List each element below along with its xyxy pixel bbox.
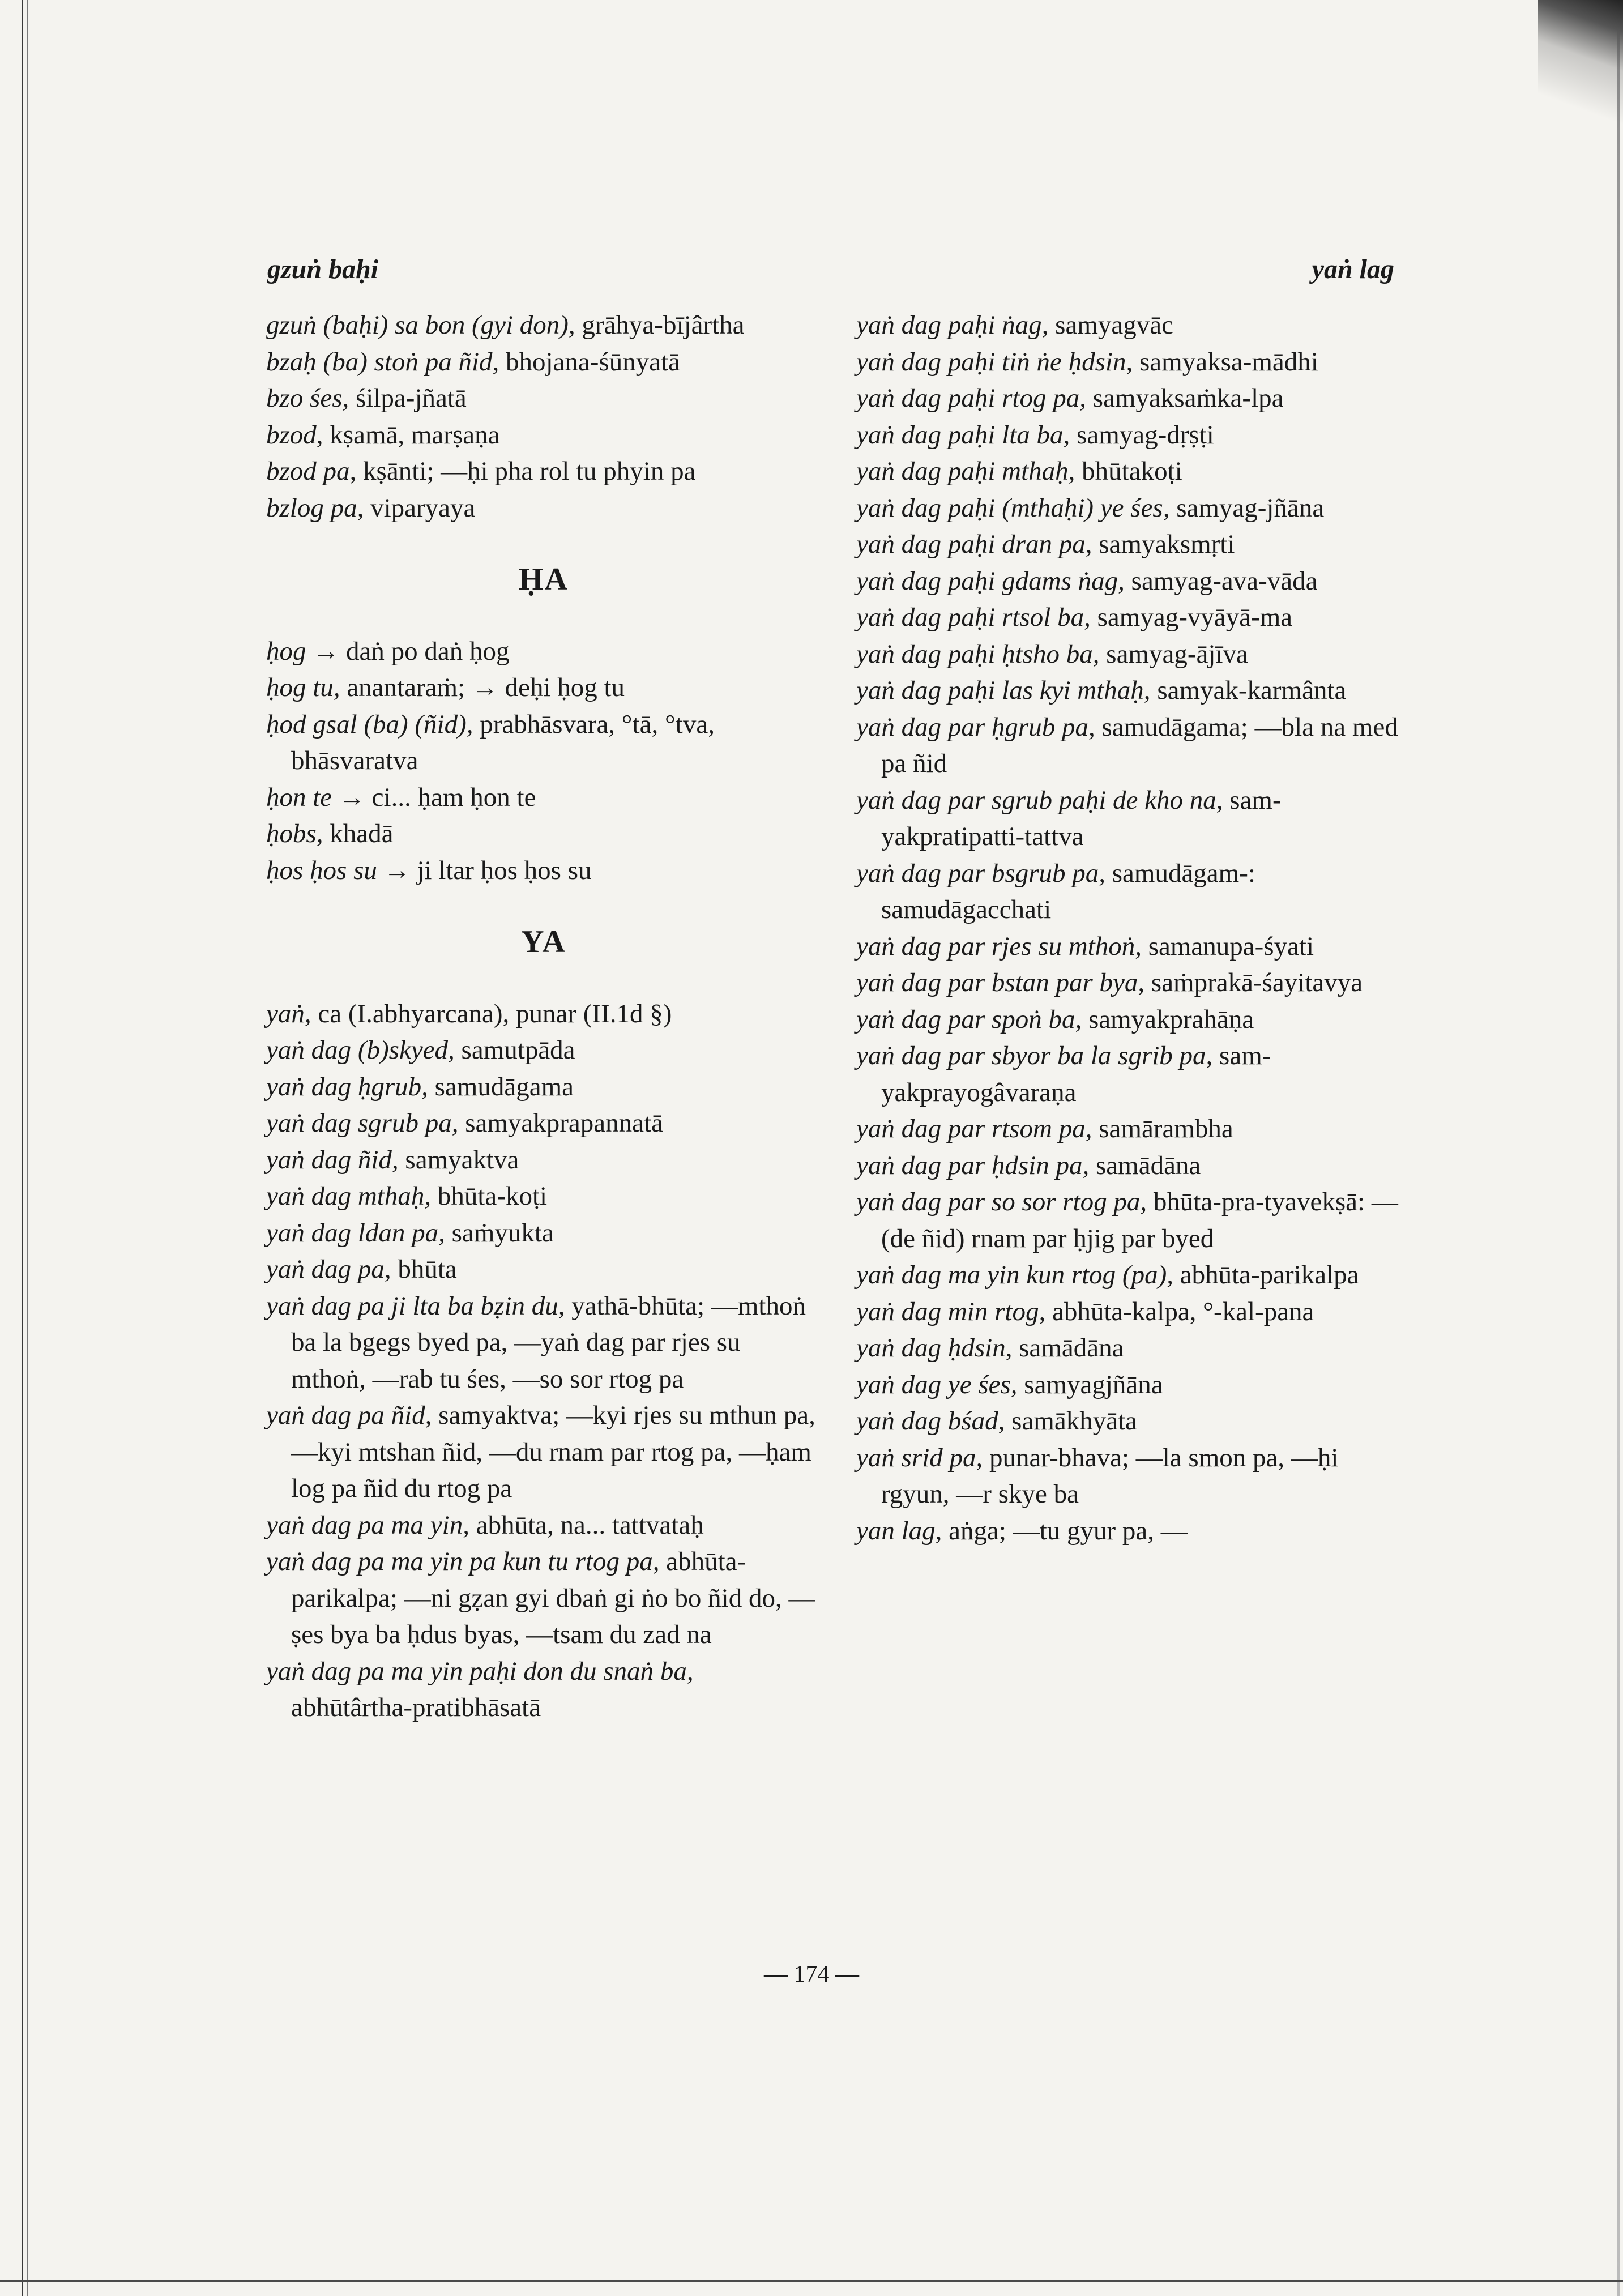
entry-gloss: punar-bhava; —la smon pa, —ḥi rgyun, —r skye ba (881, 1443, 1339, 1509)
entry-headword: ḥog tu, (266, 673, 340, 702)
dictionary-entry (266, 1397, 821, 1507)
entry-headword: ḥobs, (266, 819, 323, 848)
dictionary-entry (266, 1251, 821, 1288)
right-column (856, 307, 1411, 1549)
dictionary-entry (856, 1257, 1411, 1294)
entry-gloss: samyaksa-mādhi (1133, 347, 1318, 377)
dictionary-entry (266, 852, 821, 889)
entry-headword: yaṅ dag par sgrub paḥi de kho na, (856, 785, 1223, 815)
entry-headword: yaṅ dag ḥdsin, (856, 1333, 1013, 1363)
entry-headword: yaṅ dag min rtog, (856, 1296, 1046, 1326)
dictionary-entry (266, 779, 821, 816)
entry-headword: yaṅ dag par rtsom pa, (856, 1114, 1092, 1143)
entry-gloss: samyag-ājīva (1099, 639, 1248, 669)
entry-gloss: → ci... ḥam ḥon te (332, 782, 536, 812)
dictionary-entry (266, 1215, 821, 1252)
entry-headword: yaṅ dag ma yin kun rtog (pa), (856, 1260, 1173, 1290)
dictionary-entry (856, 1330, 1411, 1367)
entry-headword: yaṅ dag par rjes su mthoṅ, (856, 931, 1142, 961)
section-heading: ḤA (519, 562, 569, 597)
entry-gloss: saṁprakā-śayitavya (1144, 968, 1363, 997)
entry-headword: bzaḥ (ba) stoṅ pa ñid, (266, 347, 499, 377)
entry-headword: yaṅ dag ye śes, (856, 1369, 1018, 1399)
dictionary-entry (266, 1653, 821, 1726)
entry-headword: ḥog (266, 636, 306, 666)
entry-gloss: kṣamā, marṣaṇa (323, 420, 500, 450)
dictionary-entry (856, 526, 1411, 563)
dictionary-entry (856, 1184, 1411, 1257)
entry-gloss: samyaksmṛti (1092, 530, 1235, 559)
entry-headword: yaṅ dag par spoṅ ba, (856, 1004, 1082, 1034)
entry-headword: bzlog pa, (266, 493, 364, 523)
entry-headword: yaṅ dag paḥi las kyi mthaḥ, (856, 676, 1151, 705)
scan-edge-left (22, 0, 23, 2296)
entry-gloss: samyag-ava-vāda (1124, 566, 1318, 596)
entry-headword: ḥon te (266, 782, 332, 812)
dictionary-entry (266, 1069, 821, 1106)
entry-headword: bzod, (266, 420, 323, 450)
entry-gloss: sam-yakpratipatti-tattva (881, 785, 1282, 851)
running-head-right: yaṅ lag (1312, 254, 1394, 284)
dictionary-entry (266, 669, 821, 706)
entry-gloss: samyaksaṁka-lpa (1086, 383, 1284, 413)
scan-edge-left-secondary (27, 0, 28, 2296)
entry-gloss: → ji ltar ḥos ḥos su (377, 855, 592, 885)
entry-headword: yaṅ dag paḥi (mthaḥi) ye śes, (856, 493, 1170, 523)
dictionary-entry (266, 1032, 821, 1069)
entry-headword: yaṅ dag par ḥdsin pa, (856, 1150, 1090, 1180)
entry-gloss: bhūta (391, 1254, 457, 1284)
entry-headword: yan lag, (856, 1516, 942, 1546)
dictionary-entry (266, 453, 821, 490)
entry-gloss: samudāgam-: samudāgacchati (881, 858, 1255, 924)
dictionary-entry (856, 453, 1411, 490)
entry-gloss: samādāna (1089, 1150, 1201, 1180)
entry-headword: yaṅ dag pa ma yin, (266, 1510, 469, 1540)
entry-headword: yaṅ dag pa ma yin paḥi don du snaṅ ba, (266, 1656, 694, 1686)
dictionary-entry (856, 928, 1411, 965)
left-column (266, 307, 821, 1726)
entry-headword: yaṅ dag paḥi dran pa, (856, 530, 1092, 559)
entry-gloss: abhūta-parikalpa (1173, 1260, 1359, 1290)
dictionary-entry (856, 307, 1411, 344)
entry-headword: yaṅ dag paḥi gdams ṅag, (856, 566, 1125, 596)
entry-headword: yaṅ dag pa ma yin pa kun tu rtog pa, (266, 1547, 660, 1576)
dictionary-entry (856, 1440, 1411, 1513)
entry-gloss: kṣānti; —ḥi pha rol tu phyin pa (356, 456, 696, 486)
entry-gloss: samyakprahāṇa (1082, 1004, 1254, 1034)
dictionary-entry (266, 380, 821, 417)
dictionary-entry (266, 996, 821, 1032)
entry-gloss: khadā (323, 819, 394, 848)
dictionary-entry (856, 709, 1411, 782)
dictionary-entry (856, 380, 1411, 417)
dictionary-entry (856, 490, 1411, 527)
entry-gloss: → daṅ po daṅ ḥog (306, 636, 510, 666)
entry-gloss: prabhāsvara, °tā, °tva, bhāsvaratva (291, 709, 715, 775)
dictionary-entry (856, 672, 1411, 709)
dictionary-entry (856, 1001, 1411, 1038)
entry-headword: yaṅ dag ḥgrub, (266, 1072, 428, 1102)
dictionary-entry (266, 417, 821, 454)
entry-gloss: bhojana-śūnyatā (499, 347, 681, 377)
entry-headword: yaṅ dag par sbyor ba la sgrib pa, (856, 1041, 1213, 1070)
dictionary-entry (856, 1367, 1411, 1403)
entry-headword: yaṅ dag paḥi lta ba, (856, 420, 1070, 450)
entry-gloss: samudāgama (428, 1072, 574, 1102)
entry-headword: yaṅ dag paḥi mthaḥ, (856, 456, 1075, 486)
dictionary-entry (266, 1507, 821, 1544)
entry-headword: yaṅ dag par so sor rtog pa, (856, 1187, 1147, 1217)
dictionary-entry (266, 307, 821, 344)
entry-headword: yaṅ srid pa, (856, 1443, 983, 1473)
entry-headword: yaṅ, (266, 998, 311, 1028)
entry-gloss: bhūta-pra-tyavekṣā: —(de ñid) rnam par ḥjig par byed (881, 1187, 1398, 1253)
entry-gloss: viparyaya (364, 493, 476, 523)
entry-gloss: abhūta, na... tattvataḥ (469, 1510, 704, 1540)
entry-headword: bzo śes, (266, 383, 349, 413)
entry-gloss: samyag-jñāna (1169, 493, 1325, 523)
dictionary-entry (266, 633, 821, 670)
dictionary-entry (856, 563, 1411, 600)
entry-headword: yaṅ dag ldan pa, (266, 1218, 445, 1248)
dictionary-entry (266, 344, 821, 381)
entry-headword: yaṅ dag mthaḥ, (266, 1181, 432, 1211)
page-corner-shadow (1538, 0, 1623, 147)
dictionary-entry (856, 344, 1411, 381)
entry-headword: yaṅ dag paḥi ṅag, (856, 310, 1049, 340)
entry-gloss: abhūtârtha-pratibhāsatā (291, 1693, 541, 1722)
entry-gloss: saṁyukta (445, 1218, 554, 1248)
entry-headword: yaṅ dag paḥi tiṅ ṅe ḥdsin, (856, 347, 1133, 377)
dictionary-entry (856, 855, 1411, 928)
dictionary-entry (856, 599, 1411, 636)
dictionary-entry (856, 1294, 1411, 1330)
entry-gloss: bhūta-koṭi (431, 1181, 548, 1211)
entry-gloss: grāhya-bījârtha (575, 310, 745, 340)
entry-headword: yaṅ dag (b)skyed, (266, 1035, 455, 1065)
entry-gloss: samudāgama; —bla na med pa ñid (881, 712, 1398, 778)
dictionary-entry (266, 1105, 821, 1142)
dictionary-entry (266, 1178, 821, 1215)
entry-headword: yaṅ dag sgrub pa, (266, 1108, 459, 1138)
dictionary-entry (266, 816, 821, 852)
entry-headword: bzod pa, (266, 456, 357, 486)
entry-gloss: aṅga; —tu gyur pa, — (942, 1516, 1188, 1546)
dictionary-entry (856, 1147, 1411, 1184)
entry-headword: yaṅ dag paḥi rtog pa, (856, 383, 1087, 413)
entry-headword: ḥos ḥos su (266, 855, 377, 885)
entry-headword: ḥod gsal (ba) (ñid), (266, 709, 473, 739)
dictionary-entry (856, 1513, 1411, 1550)
running-head-left: gzuṅ baḥi (267, 254, 379, 284)
entry-headword: gzuṅ (baḥi) sa bon (gyi don), (266, 310, 575, 340)
entry-headword: yaṅ dag par bsgrub pa, (856, 858, 1105, 888)
section-heading: YA (521, 924, 566, 959)
entry-headword: yaṅ dag bśad, (856, 1406, 1005, 1436)
entry-gloss: samyag-vyāyā-ma (1090, 603, 1293, 632)
entry-gloss: abhūta-kalpa, °-kal-pana (1045, 1296, 1314, 1326)
entry-gloss: abhūta-parikalpa; —ni gẓan gyi dbaṅ gi ṅo bo ñid do, —ṣes bya ba ḥdus byas, —tsam du zad na (291, 1547, 815, 1649)
dictionary-entry (266, 490, 821, 527)
entry-headword: yaṅ dag par bstan par bya, (856, 968, 1145, 997)
entry-headword: yaṅ dag pa ji lta ba bẓin du, (266, 1291, 565, 1321)
dictionary-entry (856, 1403, 1411, 1440)
entry-gloss: samanupa-śyati (1141, 931, 1314, 961)
entry-headword: yaṅ dag paḥi ḥtsho ba, (856, 639, 1100, 669)
dictionary-entry (856, 782, 1411, 855)
entry-gloss: sam-yakprayogâvaraṇa (881, 1041, 1271, 1107)
dictionary-entry (856, 965, 1411, 1001)
entry-gloss: samyaktva; —kyi rjes su mthun pa, —kyi mtshan ñid, —du rnam par rtog pa, —ḥam log pa ñid du rtog pa (291, 1401, 815, 1503)
dictionary-entry (266, 1543, 821, 1653)
entry-gloss: samyaktva (398, 1145, 519, 1175)
dictionary-entry (856, 636, 1411, 673)
entry-gloss: samādāna (1012, 1333, 1124, 1363)
entry-gloss: samyagvāc (1048, 310, 1173, 340)
entry-gloss: śilpa-jñatā (349, 383, 467, 413)
dictionary-entry (856, 417, 1411, 454)
dictionary-entry (266, 1288, 821, 1398)
scan-edge-bottom (0, 2280, 1623, 2282)
entry-headword: yaṅ dag par ḥgrub pa, (856, 712, 1095, 742)
entry-headword: yaṅ dag paḥi rtsol ba, (856, 603, 1091, 632)
entry-gloss: samyagjñāna (1017, 1369, 1163, 1399)
entry-gloss: samārambha (1092, 1114, 1233, 1143)
dictionary-entry (266, 1142, 821, 1179)
entry-headword: yaṅ dag ñid, (266, 1145, 399, 1175)
entry-gloss: samutpāda (454, 1035, 575, 1065)
dictionary-entry (856, 1038, 1411, 1111)
page-number: — 174 — (764, 1961, 859, 1987)
entry-gloss: samyakprapannatā (458, 1108, 663, 1138)
entry-headword: yaṅ dag pa, (266, 1254, 391, 1284)
entry-gloss: anantaraṁ; → deḥi ḥog tu (340, 673, 625, 702)
dictionary-entry (856, 1111, 1411, 1147)
entry-gloss: samākhyāta (1005, 1406, 1138, 1436)
entry-gloss: samyak-karmânta (1150, 676, 1347, 705)
entry-gloss: ca (I.abhyarcana), punar (II.1d §) (311, 998, 672, 1028)
entry-gloss: yathā-bhūta; —mthoṅ ba la bgegs byed pa, —yaṅ dag par rjes su mthoṅ, —rab tu śes, —so sor rtog pa (291, 1291, 806, 1394)
entry-gloss: samyag-dṛṣṭi (1070, 420, 1214, 450)
scan-edge-right (1617, 0, 1620, 2296)
entry-gloss: bhūtakoṭi (1075, 456, 1182, 486)
dictionary-entry (266, 706, 821, 779)
entry-headword: yaṅ dag pa ñid, (266, 1401, 432, 1430)
